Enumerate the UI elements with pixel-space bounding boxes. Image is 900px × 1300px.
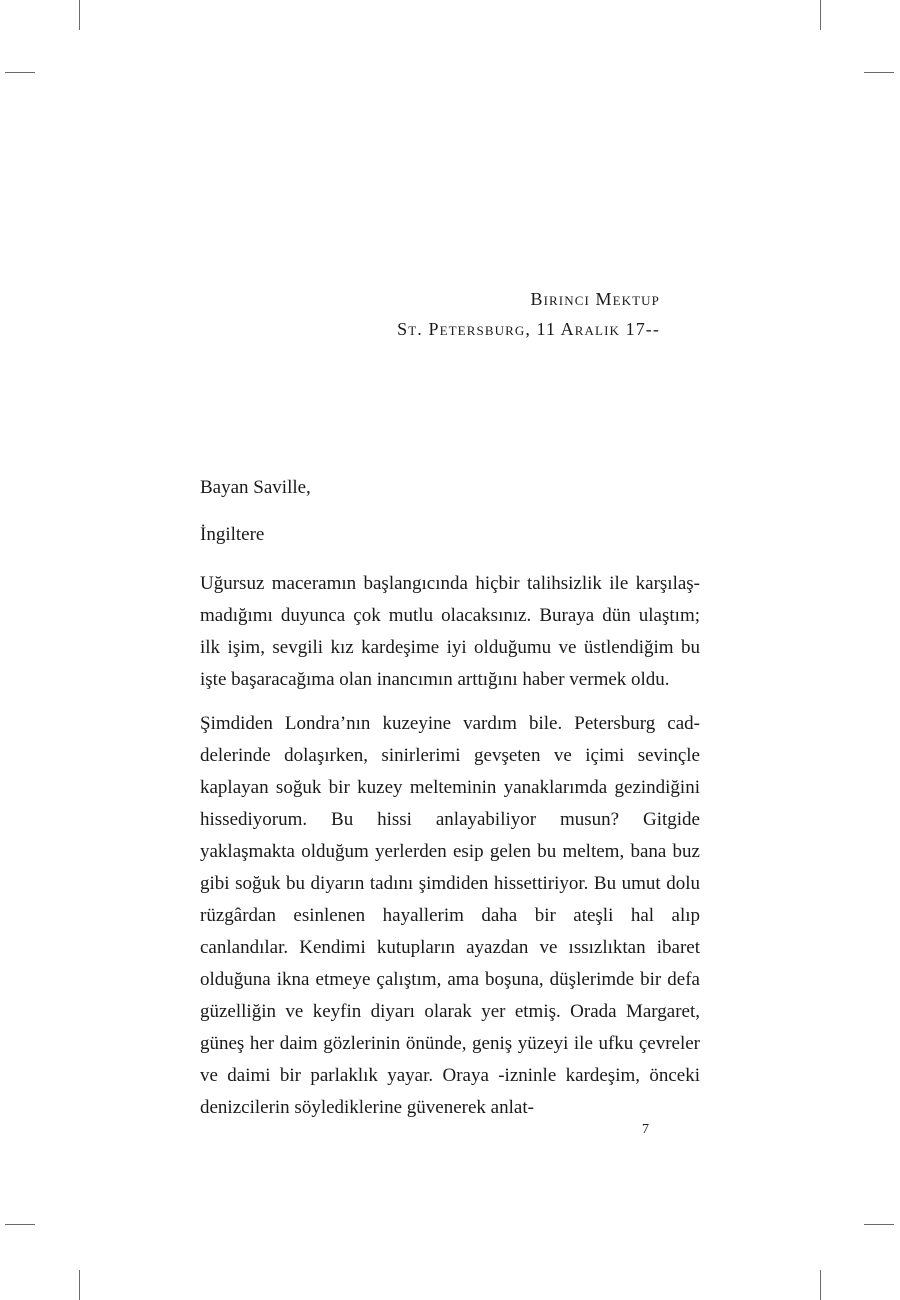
- page-number: 7: [642, 1122, 649, 1137]
- crop-mark-left-lower: [5, 1224, 35, 1225]
- letter-title: Birinci Mektup: [530, 289, 660, 309]
- crop-mark-right-lower: [864, 1224, 894, 1225]
- crop-mark-left-upper: [5, 72, 35, 73]
- recipient-country: İngiltere: [200, 524, 265, 545]
- crop-mark-right-upper: [864, 72, 894, 73]
- paragraph: Şimdiden Londra’nın kuzeyine vardım bile. Petersburg caddelerinde dolaşırken, sinirlerimi gevşeten ve içimi sevinçle kaplayan soğuk bir kuzey melteminin yanaklarımda gezindiğini hissediyorum. Bu hissi anlayabiliyor musun? Gitgide yaklaşmakta olduğum yerlerden esip gelen bu meltem, bana buz gibi soğuk bu diyarın tadını şimdiden hissettiriyor. Bu umut dolu rüzgârdan esinlenen hayallerim daha bir ateşli hal alıp canlandılar. Kendimi kutupların ayazdan ve ıssızlıktan ibaret olduğuna ikna etmeye çalıştım, ama boşuna, düşlerimde bir defa güzelliğin ve keyfin diyarı olarak yer etmiş. Orada Margaret, güneş her daim gözlerinin önünde, geniş yüzeyi ile ufku çevreler ve daimi bir parlaklık yayar. Oraya -izninle kardeşim, önceki denizcilerin söylediklerine güvenerek anlat-: [200, 713, 700, 1118]
- paragraph: Uğursuz maceramın başlangıcında hiçbir talihsizlik ile karşılaşmadığımı duyunca çok mutlu olacaksınız. Buraya dün ulaştım; ilk işim, sevgili kız kardeşime iyi olduğumu ve üstlendiğim bu işte başaracağıma olan inancımın arttığını haber vermek oldu.: [200, 573, 700, 690]
- letter-place-date: St. Petersburg, 11 Aralık 17--: [397, 319, 660, 339]
- crop-mark-top-right: [820, 0, 821, 30]
- crop-mark-top-left: [79, 0, 80, 30]
- recipient-name: Bayan Saville,: [200, 477, 311, 498]
- letter-heading: [397, 284, 660, 344]
- letter-body: [200, 568, 700, 1136]
- crop-mark-bottom-right: [820, 1270, 821, 1300]
- crop-mark-bottom-left: [79, 1270, 80, 1300]
